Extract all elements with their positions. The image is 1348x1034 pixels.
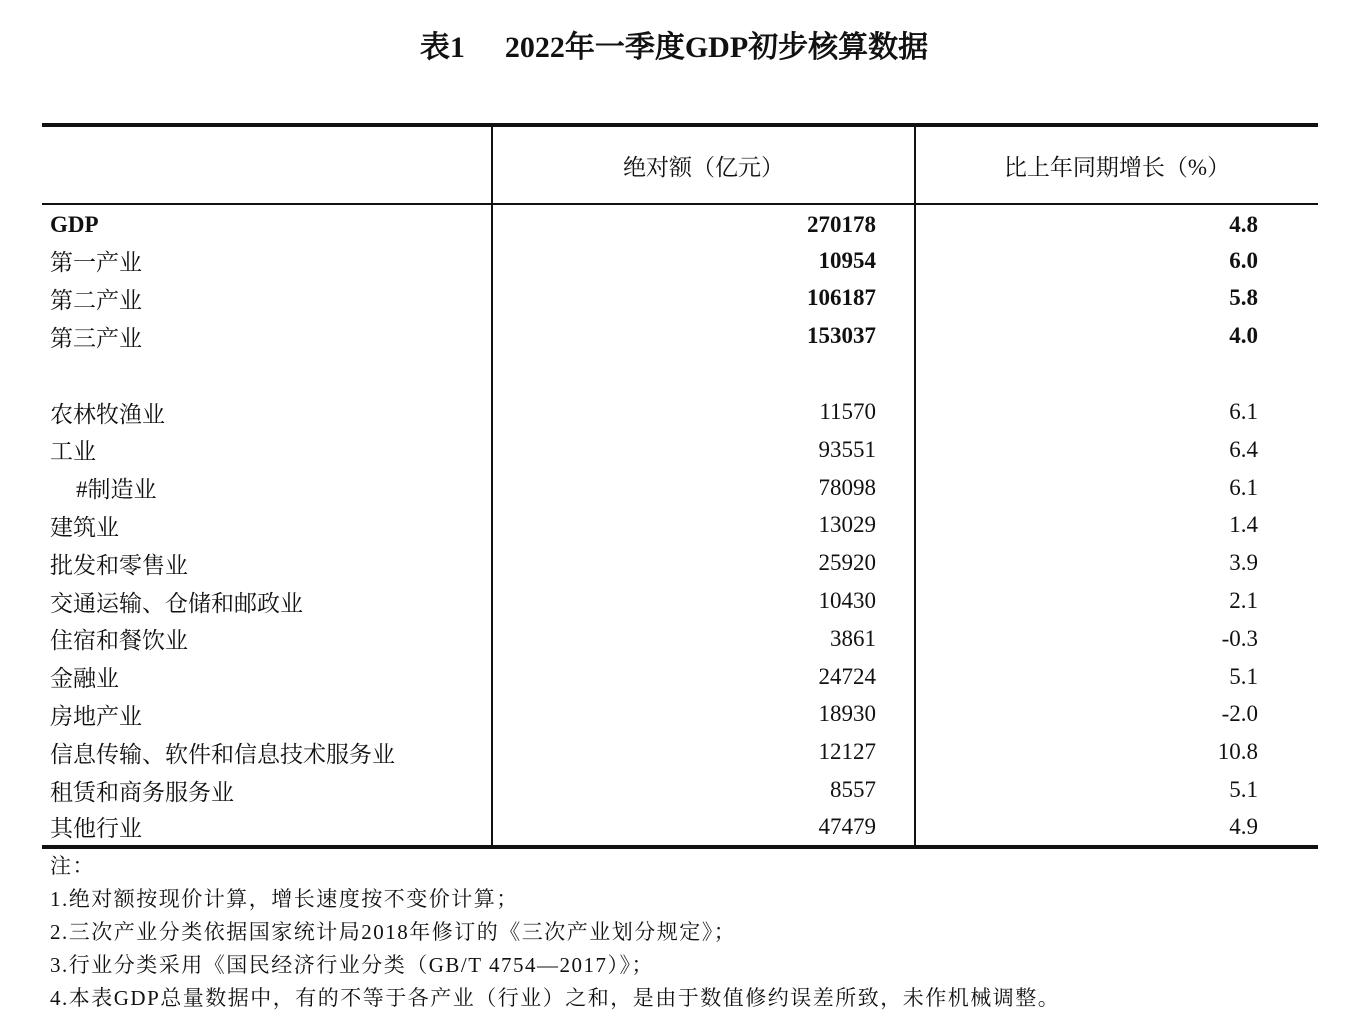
row-growth: 6.0	[1229, 247, 1258, 273]
table-row	[42, 507, 1318, 545]
table-row	[42, 620, 1318, 658]
row-value: 78098	[492, 469, 915, 507]
spacer-row	[42, 355, 1318, 393]
row-growth: 6.4	[1229, 436, 1258, 462]
table-row	[42, 393, 1318, 431]
note-item: 2.三次产业分类依据国家统计局2018年修订的《三次产业划分规定》；	[50, 920, 737, 944]
row-growth: 10.8	[1217, 739, 1258, 765]
table-row	[42, 582, 1318, 620]
row-growth: 4.9	[915, 809, 1318, 847]
row-name: #制造业	[42, 469, 492, 507]
table-notes	[50, 850, 1060, 1015]
row-growth: 6.1	[1229, 399, 1258, 425]
row-name: 第二产业	[42, 280, 492, 318]
row-value: 12127	[492, 733, 915, 771]
row-name: 农林牧渔业	[42, 393, 492, 431]
row-name: 住宿和餐饮业	[42, 620, 492, 658]
row-value: 25920	[492, 544, 915, 582]
row-name: 交通运输、仓储和邮政业	[42, 582, 492, 620]
row-name: 信息传输、软件和信息技术服务业	[42, 733, 492, 771]
row-growth: 3.9	[1229, 550, 1258, 576]
header-name	[42, 125, 492, 204]
row-growth: 1.4	[1229, 512, 1258, 538]
row-growth: 4.0	[1229, 323, 1258, 349]
row-name: 其他行业	[42, 809, 492, 847]
row-value: 8557	[492, 771, 915, 809]
table-row	[42, 204, 1318, 242]
note-item: 4.本表GDP总量数据中，有的不等于各产业（行业）之和，是由于数值修约误差所致，未作机械调整。	[50, 986, 1061, 1010]
row-value: 10430	[492, 582, 915, 620]
table-row	[42, 809, 1318, 847]
row-growth: 6.1	[1229, 474, 1258, 500]
row-value: 270178	[492, 204, 915, 242]
gdp-table	[42, 123, 1318, 849]
table-row	[42, 469, 1318, 507]
row-name: 批发和零售业	[42, 544, 492, 582]
table-row	[42, 733, 1318, 771]
row-growth: 5.8	[1229, 285, 1258, 311]
row-value: 10954	[492, 242, 915, 280]
note-item: 1.绝对额按现价计算，增长速度按不变价计算；	[50, 887, 519, 911]
table-title-label: 表1	[419, 31, 465, 64]
row-name: 第一产业	[42, 242, 492, 280]
table-row	[42, 771, 1318, 809]
row-value: 47479	[492, 809, 915, 847]
row-name: GDP	[42, 204, 492, 242]
row-value: 11570	[492, 393, 915, 431]
note-item: 3.行业分类采用《国民经济行业分类（GB/T 4754—2017）》；	[50, 953, 654, 977]
row-growth: 4.8	[1229, 212, 1258, 238]
table-row	[42, 658, 1318, 696]
row-growth: 5.1	[1229, 777, 1258, 803]
row-value: 3861	[492, 620, 915, 658]
row-growth: 5.1	[1229, 663, 1258, 689]
row-name: 工业	[42, 431, 492, 469]
table-title	[0, 22, 1348, 66]
table-row	[42, 696, 1318, 734]
row-name: 建筑业	[42, 507, 492, 545]
row-value: 13029	[492, 507, 915, 545]
table-title-text: 2022年一季度GDP初步核算数据	[504, 31, 929, 64]
table-header-row	[42, 125, 1318, 204]
table-row	[42, 242, 1318, 280]
row-value: 24724	[492, 658, 915, 696]
row-value: 153037	[492, 317, 915, 355]
notes-heading: 注：	[50, 854, 95, 878]
row-name: 房地产业	[42, 696, 492, 734]
row-growth: 2.1	[1229, 588, 1258, 614]
row-value: 18930	[492, 696, 915, 734]
row-name: 租赁和商务服务业	[42, 771, 492, 809]
row-growth: -2.0	[1221, 701, 1258, 727]
row-value: 93551	[492, 431, 915, 469]
table-row	[42, 431, 1318, 469]
row-name: 金融业	[42, 658, 492, 696]
row-name: 第三产业	[42, 317, 492, 355]
row-growth: -0.3	[1221, 625, 1258, 651]
header-value: 绝对额（亿元）	[492, 125, 915, 204]
header-growth: 比上年同期增长（%）	[915, 125, 1318, 204]
table-row	[42, 317, 1318, 355]
table-row	[42, 280, 1318, 318]
row-value: 106187	[492, 280, 915, 318]
table-row	[42, 544, 1318, 582]
